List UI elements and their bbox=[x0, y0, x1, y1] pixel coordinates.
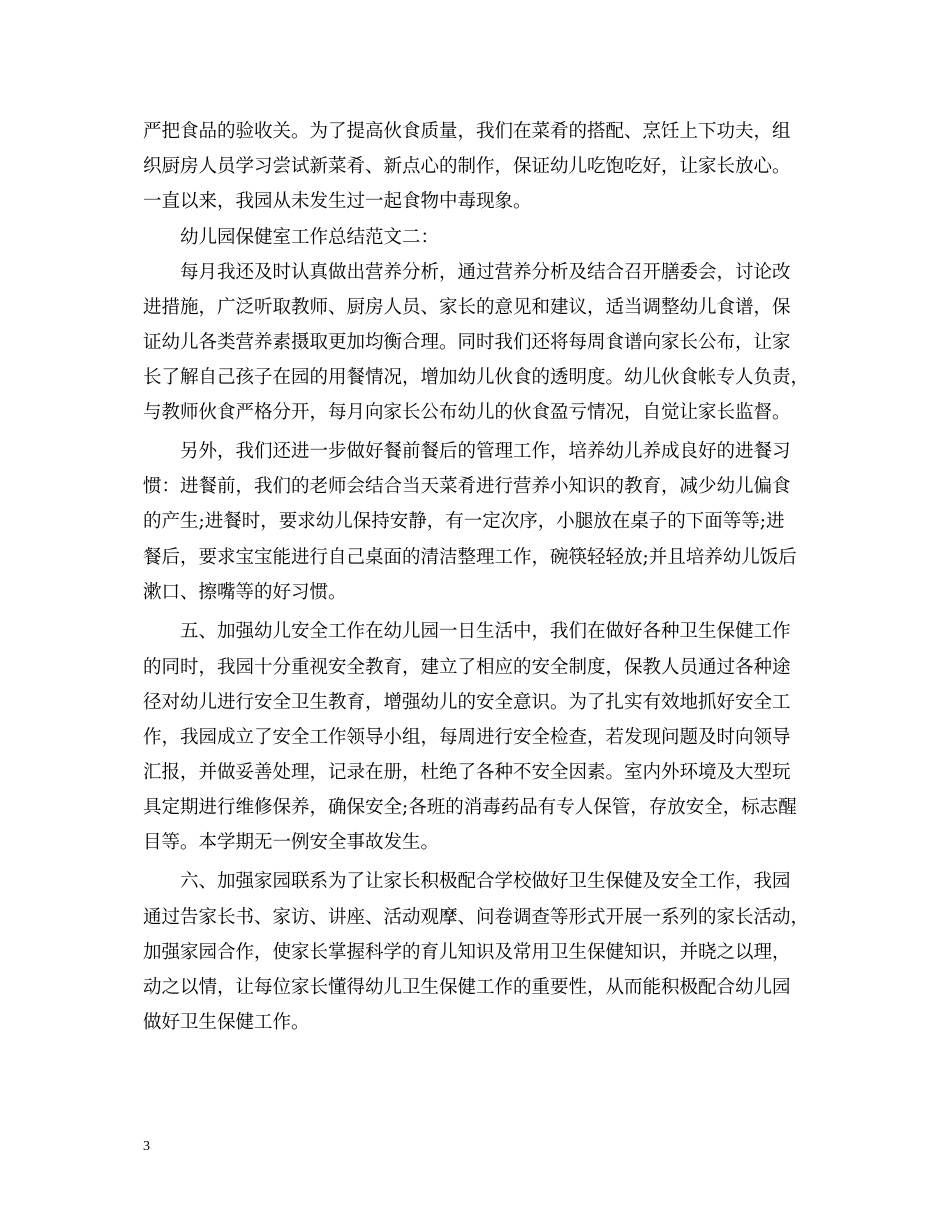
text-line: 做好卫生保健工作。 bbox=[143, 1012, 310, 1033]
text-line: 作，我园成立了安全工作领导小组，每周进行安全检查，若发现问题及时向领导 bbox=[143, 727, 791, 748]
text-line: 的同时，我园十分重视安全教育，建立了相应的安全制度，保教人员通过各种途 bbox=[143, 657, 791, 678]
text-line: 通过告家长书、家访、讲座、活动观摩、问卷调查等形式开展一系列的家长活动， bbox=[143, 907, 810, 928]
page-number: 3 bbox=[143, 1139, 150, 1154]
text-line: 另外，我们还进一步做好餐前餐后的管理工作，培养幼儿养成良好的进餐习 bbox=[180, 441, 791, 462]
text-line: 汇报，并做妥善处理，记录在册，杜绝了各种不安全因素。室内外环境及大型玩 bbox=[143, 762, 791, 783]
text-line: 具定期进行维修保养，确保安全;各班的消毒药品有专人保管，存放安全，标志醒 bbox=[143, 797, 797, 818]
text-line: 一直以来，我园从未发生过一起食物中毒现象。 bbox=[143, 191, 532, 212]
text-line: 每月我还及时认真做出营养分析，通过营养分析及结合召开膳委会，讨论改 bbox=[180, 262, 791, 283]
text-line: 证幼儿各类营养素摄取更加均衡合理。同时我们还将每周食谱向家长公布，让家 bbox=[143, 332, 791, 353]
text-line: 五、加强幼儿安全工作在幼儿园一日生活中，我们在做好各种卫生保健工作 bbox=[180, 621, 791, 642]
text-line: 六、加强家园联系为了让家长积极配合学校做好卫生保健及安全工作，我园 bbox=[180, 871, 791, 892]
text-line: 严把食品的验收关。为了提高伙食质量，我们在菜肴的搭配、烹饪上下功夫，组 bbox=[143, 121, 791, 142]
text-line: 与教师伙食严格分开，每月向家长公布幼儿的伙食盈亏情况，自觉让家长监督。 bbox=[143, 402, 791, 423]
text-line: 径对幼儿进行安全卫生教育，增强幼儿的安全意识。为了扎实有效地抓好安全工 bbox=[143, 692, 791, 713]
section-heading: 幼儿园保健室工作总结范文二： bbox=[180, 227, 440, 248]
text-line: 惯：进餐前，我们的老师会结合当天菜肴进行营养小知识的教育，减少幼儿偏食 bbox=[143, 476, 791, 497]
text-line: 长了解自己孩子在园的用餐情况，增加幼儿伙食的透明度。幼儿伙食帐专人负责， bbox=[143, 367, 810, 388]
text-line: 织厨房人员学习尝试新菜肴、新点心的制作，保证幼儿吃饱吃好，让家长放心。 bbox=[143, 156, 791, 177]
text-line: 餐后，要求宝宝能进行自己桌面的清洁整理工作，碗筷轻轻放;并且培养幼儿饭后 bbox=[143, 547, 797, 568]
text-line: 的产生;进餐时，要求幼儿保持安静，有一定次序，小腿放在桌子的下面等等;进 bbox=[143, 511, 785, 532]
text-line: 加强家园合作，使家长掌握科学的育儿知识及常用卫生保健知识，并晓之以理， bbox=[143, 942, 791, 963]
text-line: 动之以情，让每位家长懂得幼儿卫生保健工作的重要性，从而能积极配合幼儿园 bbox=[143, 977, 791, 998]
text-line: 进措施，广泛听取教师、厨房人员、家长的意见和建议，适当调整幼儿食谱，保 bbox=[143, 297, 791, 318]
text-line: 漱口、擦嘴等的好习惯。 bbox=[143, 582, 347, 603]
text-line: 目等。本学期无一例安全事故发生。 bbox=[143, 832, 440, 853]
